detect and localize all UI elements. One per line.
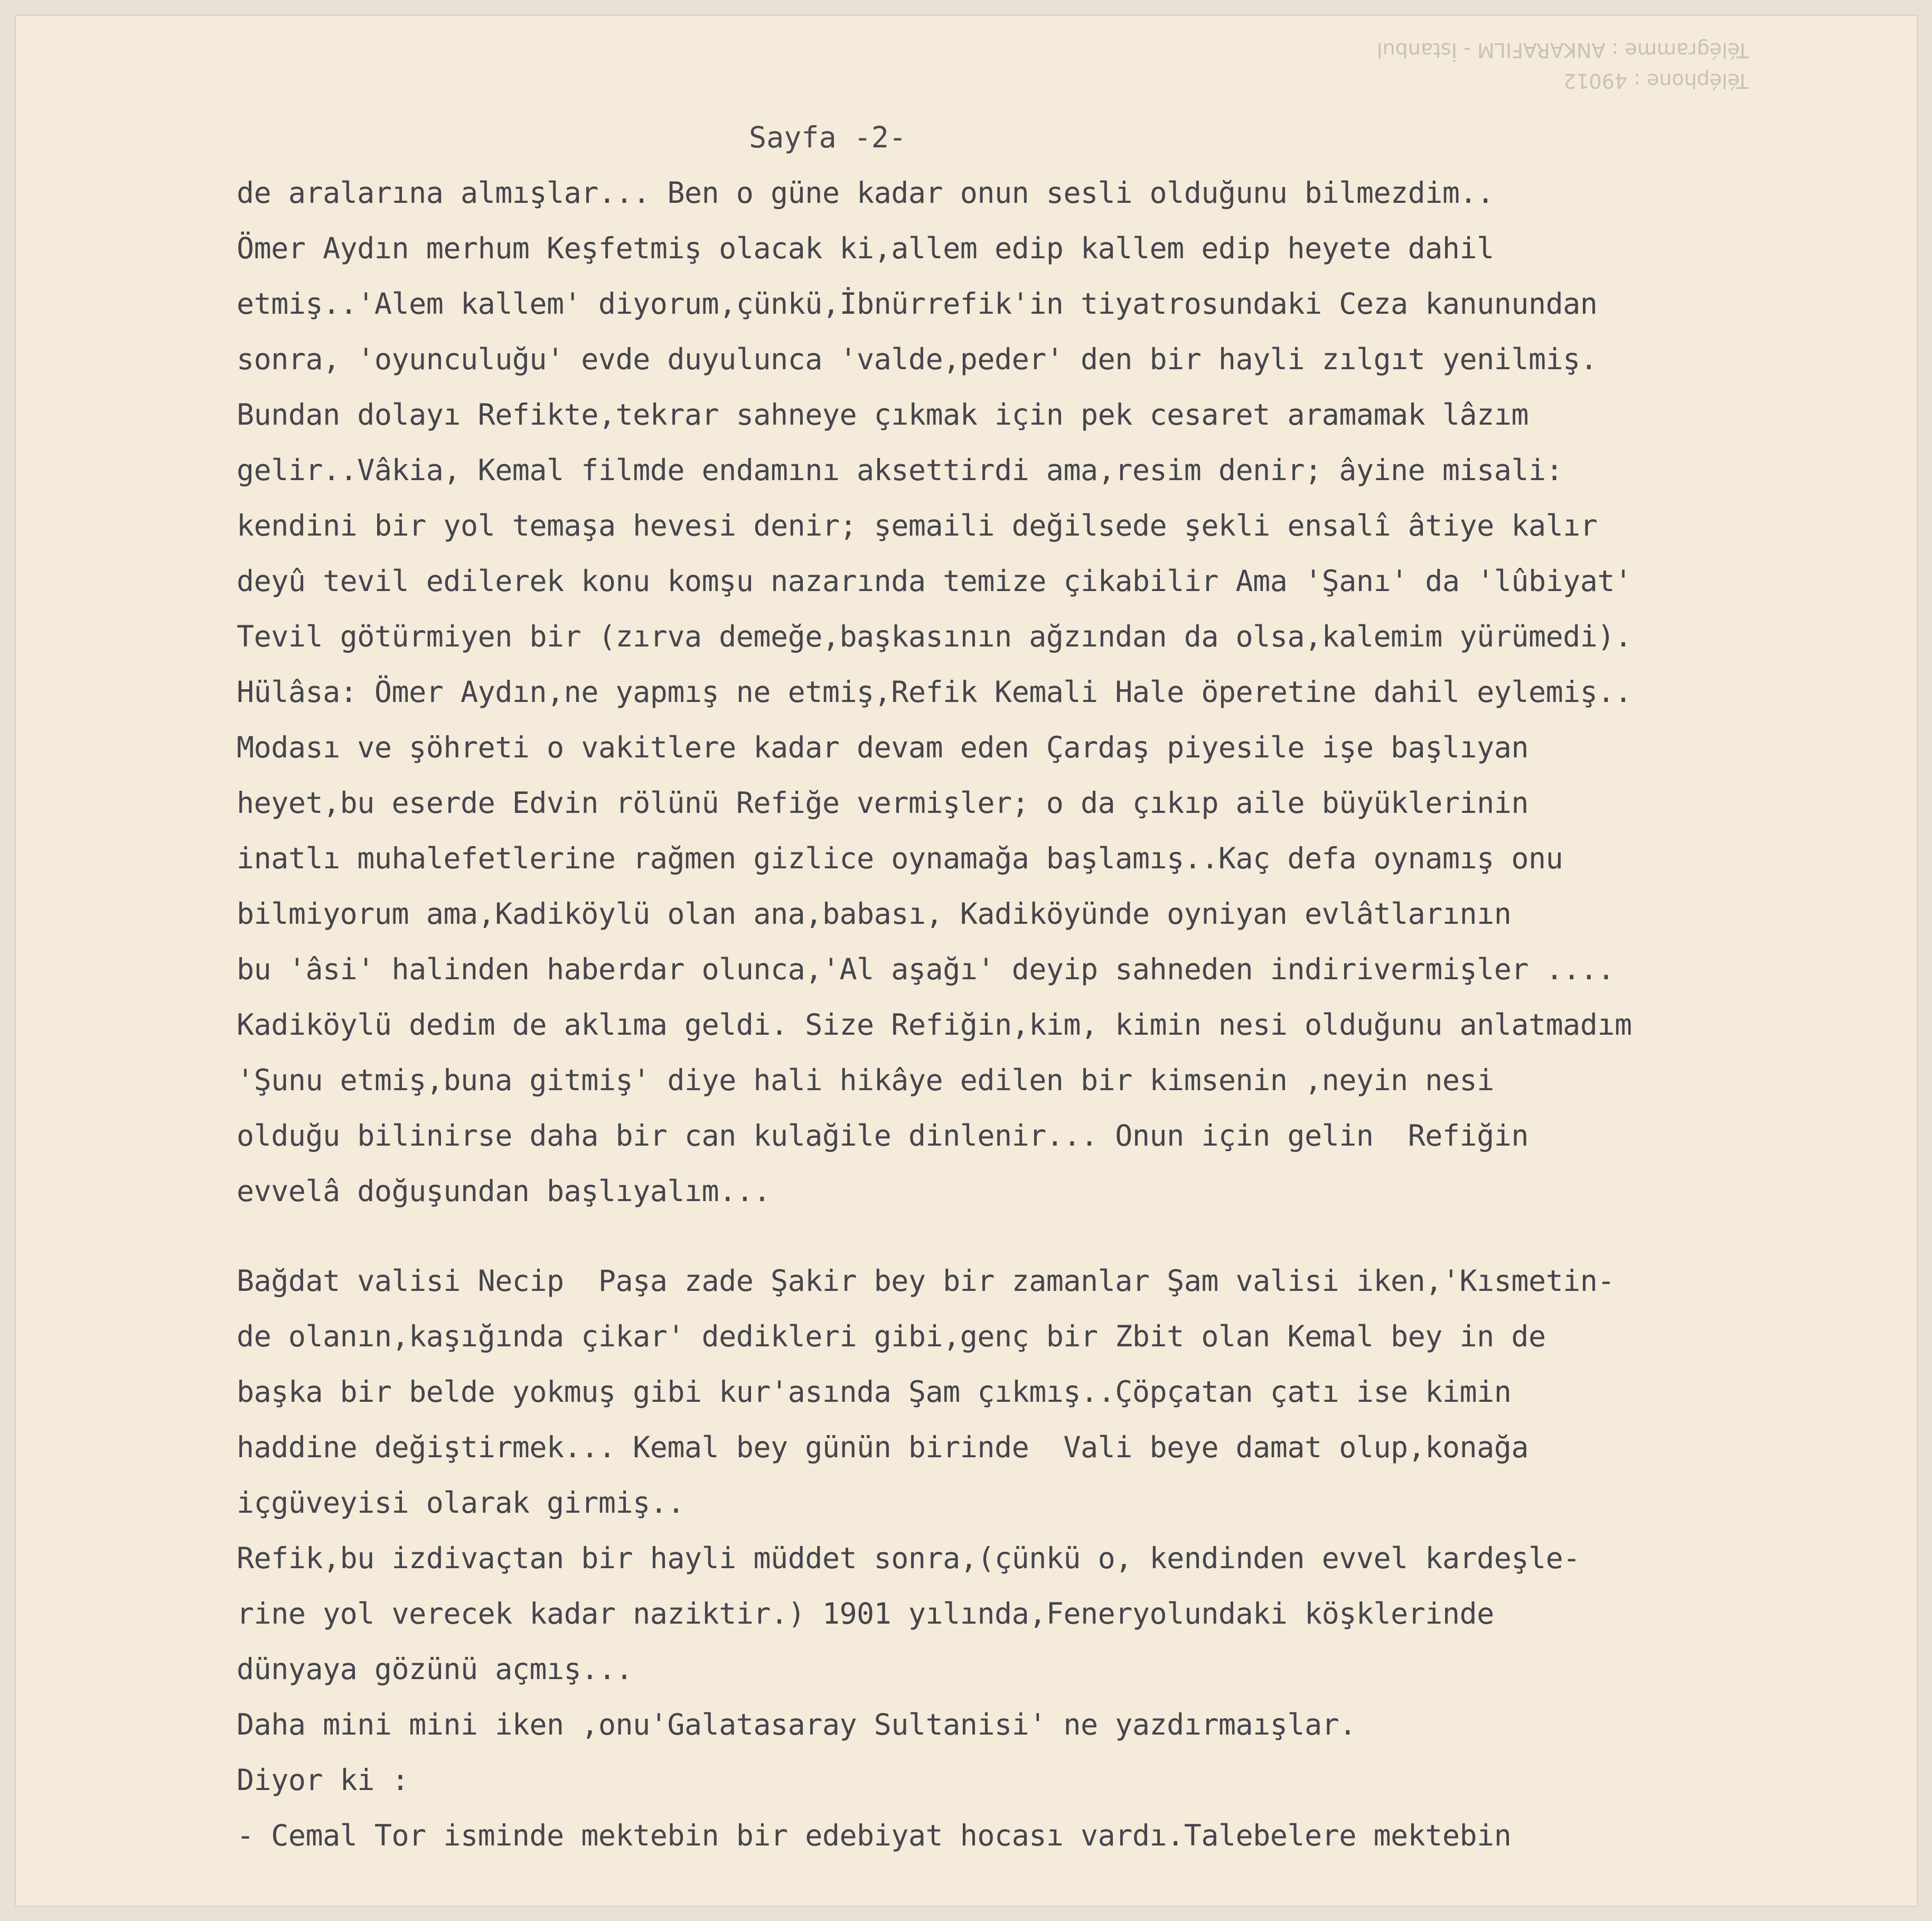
text-line: - Cemal Tor isminde mektebin bir edebiyat hocası vardı.Talebelere mektebin <box>237 1819 1512 1852</box>
text-line: olduğu bilinirse daha bir can kulağile dinlenir... Onun için gelin Refiğin <box>237 1119 1528 1152</box>
text-line: Hülâsa: Ömer Aydın,ne yapmış ne etmiş,Refik Kemali Hale öperetine dahil eylemiş.. <box>237 675 1632 709</box>
text-line: haddine değiştirmek... Kemal bey günün birinde Vali beye damat olup,konağa <box>237 1430 1528 1464</box>
text-line: de olanın,kaşığında çikar' dedikleri gibi,genç bir Zbit olan Kemal bey in de <box>237 1319 1546 1353</box>
text-line: bu 'âsi' halinden haberdar olunca,'Al aşağı' deyip sahneden indirivermişler .... <box>237 952 1615 986</box>
text-line: etmiş..'Alem kallem' diyorum,çünkü,İbnürrefik'in tiyatrosundaki Ceza kanunundan <box>237 287 1598 321</box>
text-line: 'Şunu etmiş,buna gitmiş' diye hali hikâye edilen bir kimsenin ,neyin nesi <box>237 1063 1494 1097</box>
text-line: kendini bir yol temaşa hevesi denir; şemaili değilsede şekli ensalî âtiye kalır <box>237 509 1598 542</box>
letterhead-telegram: Télégramme : ANKARAFILM - İstanbul <box>1377 39 1749 62</box>
text-line: Bağdat valisi Necip Paşa zade Şakir bey bir zamanlar Şam valisi iken,'Kısmetin- <box>237 1264 1615 1298</box>
letterhead-telephone: Téléphone : 49012 <box>1563 69 1749 92</box>
text-line: Daha mini mini iken ,onu'Galatasaray Sultanisi' ne yazdırmaışlar. <box>237 1708 1356 1741</box>
text-line: Ömer Aydın merhum Keşfetmiş olacak ki,allem edip kallem edip heyete dahil <box>237 231 1494 265</box>
page-number: Sayfa -2- <box>749 120 907 154</box>
text-line: sonra, 'oyunculuğu' evde duyulunca 'valde,peder' den bir hayli zılgıt yenilmiş. <box>237 342 1598 376</box>
text-line: başka bir belde yokmuş gibi kur'asında Şam çıkmış..Çöpçatan çatı ise kimin <box>237 1375 1512 1409</box>
text-line: rine yol verecek kadar naziktir.) 1901 yılında,Feneryolundaki köşklerinde <box>237 1597 1494 1630</box>
letterhead-stamp <box>1377 35 1749 96</box>
text-line: Diyor ki : <box>237 1763 409 1797</box>
text-line: gelir..Vâkia, Kemal filmde endamını aksettirdi ama,resim denir; âyine misali: <box>237 453 1563 487</box>
text-line: de aralarına almışlar... Ben o güne kadar onun sesli olduğunu bilmezdim.. <box>237 176 1494 210</box>
text-line: Tevil götürmiyen bir (zırva demeğe,başkasının ağzından da olsa,kalemim yürümedi). <box>237 620 1632 653</box>
text-line: içgüveyisi olarak girmiş.. <box>237 1486 684 1520</box>
text-line: Bundan dolayı Refikte,tekrar sahneye çıkmak için pek cesaret aramamak lâzım <box>237 398 1528 432</box>
text-line: Modası ve şöhreti o vakitlere kadar devam eden Çardaş piyesile işe başlıyan <box>237 730 1528 764</box>
text-line: heyet,bu eserde Edvin rölünü Refiğe vermişler; o da çıkıp aile büyüklerinin <box>237 786 1528 820</box>
text-line: inatlı muhalefetlerine rağmen gizlice oynamağa başlamış..Kaç defa oynamış onu <box>237 841 1563 875</box>
text-line: evvelâ doğuşundan başlıyalım... <box>237 1174 771 1208</box>
text-line: bilmiyorum ama,Kadiköylü olan ana,babası, Kadiköyünde oyniyan evlâtlarının <box>237 897 1512 931</box>
text-line: Kadiköylü dedim de aklıma geldi. Size Refiğin,kim, kimin nesi olduğunu anlatmadım <box>237 1008 1632 1042</box>
text-line: dünyaya gözünü açmış... <box>237 1652 633 1686</box>
typewritten-page <box>15 15 1918 1907</box>
text-line: deyû tevil edilerek konu komşu nazarında temize çikabilir Ama 'Şanı' da 'lûbiyat' <box>237 564 1632 598</box>
text-line: Refik,bu izdivaçtan bir hayli müddet sonra,(çünkü o, kendinden evvel kardeşle- <box>237 1541 1580 1575</box>
